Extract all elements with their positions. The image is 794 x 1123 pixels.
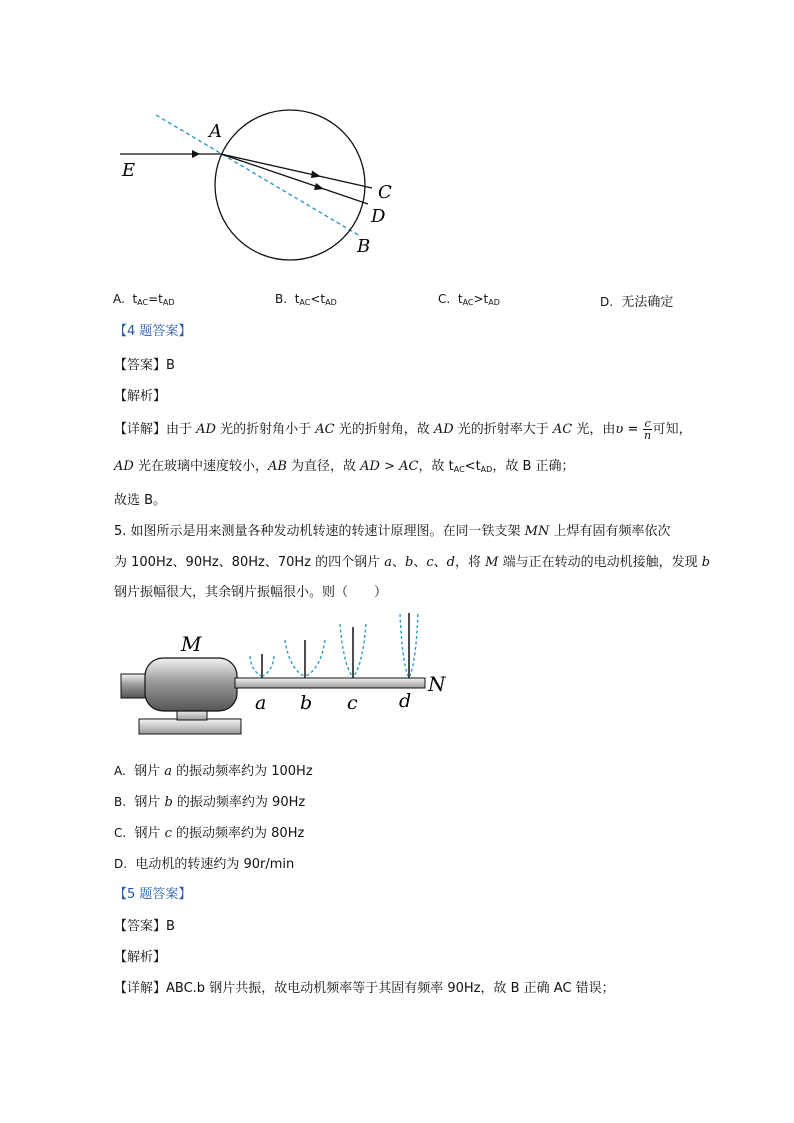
q4-option-d[interactable]: D. 无法确定 (600, 295, 674, 310)
ray-AC (221, 154, 372, 188)
q5-stem-line2: 为 100Hz、90Hz、80Hz、70Hz 的四个钢片 a、b、c、d，将 M 端与正在转动的电动机接触，发现 b (114, 555, 711, 570)
label-E: E (122, 160, 136, 181)
q4-answer-tag: 【4 题答案】 (114, 324, 192, 339)
label-a: a (255, 692, 267, 714)
ray-AC-arrow (311, 171, 321, 179)
label-C: C (378, 182, 392, 203)
glass-sphere (215, 110, 365, 260)
incident-arrow (192, 150, 200, 158)
q5-stem-line1: 5. 如图所示是用来测量各种发动机转速的转速计原理图。在同一铁支架 MN 上焊有固有频率依次 (114, 524, 671, 539)
tachometer-figure (115, 610, 460, 745)
q5-analysis-tag: 【解析】 (114, 950, 167, 965)
q4-conclusion: 故选 B。 (114, 493, 167, 508)
refraction-figure (110, 100, 410, 265)
q4-detail-line2: AD 光在玻璃中速度较小，AB 为直径，故 AD > AC，故 $t_{AC}<t_{AD}$，故 B 正确； (114, 459, 575, 474)
q4-analysis-tag: 【解析】 (114, 389, 167, 404)
q4-option-a[interactable]: A. $t_{AC}=t_{AD}$ (113, 292, 175, 307)
iron-bracket-MN (235, 678, 425, 688)
q4-answer: 【答案】B (114, 358, 175, 373)
label-D: D (371, 206, 386, 227)
label-N: N (428, 672, 446, 696)
motor-body (145, 658, 237, 711)
q5-option-c[interactable]: C. 钢片 c 的振动频率约为 80Hz (114, 826, 305, 841)
ray-AD (221, 154, 368, 204)
ray-AD-arrow (314, 183, 324, 190)
q5-option-d[interactable]: D. 电动机的转速约为 90r/min (114, 857, 295, 872)
q5-option-a[interactable]: A. 钢片 a 的振动频率约为 100Hz (114, 764, 313, 779)
motor-base (139, 719, 241, 734)
motor-rear-shaft (121, 674, 147, 698)
q5-detail: 【详解】ABC.b 钢片共振，故电动机频率等于其固有频率 90Hz，故 B 正确 AC 错误； (114, 981, 615, 996)
label-b: b (300, 692, 313, 714)
label-d: d (399, 690, 412, 712)
label-B: B (357, 236, 371, 257)
q5-answer-tag: 【5 题答案】 (114, 887, 192, 902)
q4-option-b[interactable]: B. $t_{AC}<t_{AD}$ (275, 292, 337, 307)
fraction-c-over-n: $\frac{c}{n}$ (644, 417, 652, 442)
q5-option-b[interactable]: B. 钢片 b 的振动频率约为 90Hz (114, 795, 306, 810)
label-A: A (209, 121, 222, 142)
label-M: M (181, 632, 202, 656)
q5-stem-line3: 钢片振幅很大，其余钢片振幅很小。则（ ） (114, 585, 388, 600)
q4-detail-line1: 【详解】由于 AD 光的折射角小于 AC 光的折射角，故 AD 光的折射率大于 AC 光，由υ = $\frac{c}{n}$ 可知， (114, 417, 692, 442)
q5-answer: 【答案】B (114, 919, 175, 934)
label-c: c (347, 692, 358, 714)
q4-option-c[interactable]: C. $t_{AC}>t_{AD}$ (438, 292, 500, 307)
normal-dashed-line (156, 115, 360, 236)
